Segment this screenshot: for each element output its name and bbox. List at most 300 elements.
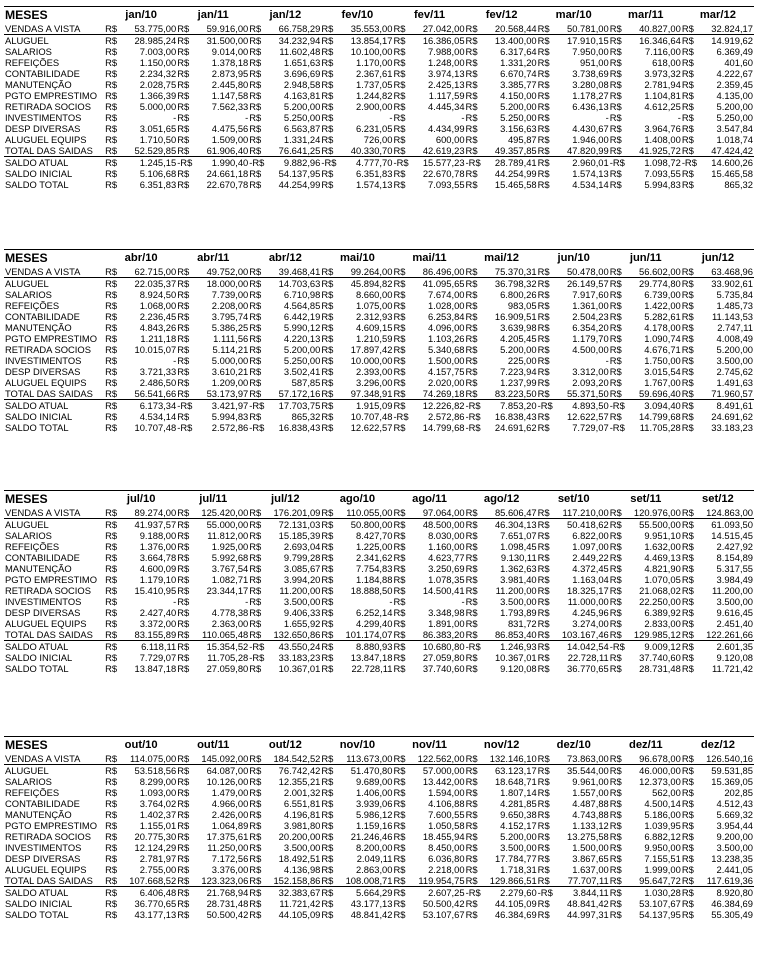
value-cell: 14.703,63 <box>278 278 321 289</box>
row-label: SALDO ATUAL <box>5 887 69 898</box>
value-cell: 4.136,98 <box>283 864 321 875</box>
value-cell: 1.807,14 <box>500 787 537 798</box>
value-cell: 85.606,47 <box>484 507 538 519</box>
value-cell: 50.500,42 <box>422 898 465 909</box>
value-cell: 6.406,48 <box>139 887 177 898</box>
currency-cell: R$ <box>321 831 334 842</box>
currency-cell: -R$ <box>177 422 193 433</box>
currency-cell: R$ <box>321 377 334 388</box>
value-cell: 2.218,00 <box>428 864 465 875</box>
row-label: SALDO INICIAL <box>5 652 73 663</box>
value-cell: 23.344,17 <box>206 585 249 596</box>
value-cell: 1.082,71 <box>211 574 249 585</box>
value-cell: 97.348,91 <box>339 388 393 400</box>
currency-cell: R$ <box>105 422 118 433</box>
currency-cell: -R$ <box>393 157 409 168</box>
value-cell: 4.966,00 <box>211 798 249 809</box>
currency-cell: R$ <box>177 831 190 842</box>
value-cell: 4.487,88 <box>572 798 609 809</box>
currency-cell: R$ <box>465 101 478 112</box>
value-cell: 55.371,50 <box>556 388 610 400</box>
value-cell: 3.867,65 <box>572 853 609 864</box>
currency-cell: R$ <box>249 574 262 585</box>
currency-cell: R$ <box>393 179 406 190</box>
currency-cell: R$ <box>105 618 118 629</box>
currency-cell: R$ <box>609 798 622 809</box>
value-cell: 49.357,85 <box>484 145 538 157</box>
value-cell: 3.250,69 <box>428 563 465 574</box>
currency-cell: R$ <box>537 596 550 607</box>
month-header: mar/10 <box>555 9 592 21</box>
currency-cell: R$ <box>249 355 262 366</box>
currency-cell: R$ <box>681 530 694 541</box>
currency-cell: R$ <box>177 809 190 820</box>
currency-cell: R$ <box>249 377 262 388</box>
currency-cell: R$ <box>321 366 334 377</box>
table-top-rule <box>4 6 754 7</box>
value-cell: 6.173,34 <box>139 400 177 411</box>
currency-cell: R$ <box>249 753 267 765</box>
value-cell: 4.245,96 <box>572 607 609 618</box>
row-label: DESP DIVERSAS <box>5 607 81 618</box>
row-label: RETIRADA SOCIOS <box>5 585 91 596</box>
currency-cell: R$ <box>681 809 694 820</box>
value-cell: - <box>173 112 177 123</box>
currency-cell: R$ <box>249 629 267 641</box>
currency-cell: R$ <box>609 563 622 574</box>
value-cell: 16.346,64 <box>639 35 681 46</box>
value-cell: 7.172,56 <box>211 853 249 864</box>
currency-cell: R$ <box>466 875 484 887</box>
table-row <box>4 618 754 629</box>
currency-cell: R$ <box>465 831 478 842</box>
currency-cell: R$ <box>537 112 550 123</box>
currency-cell: R$ <box>609 179 622 190</box>
value-cell: 3.500,00 <box>500 596 537 607</box>
value-cell: 600,00 <box>435 134 465 145</box>
cash-flow-table <box>4 738 754 920</box>
currency-cell: R$ <box>249 519 262 530</box>
value-cell: 495,87 <box>507 134 537 145</box>
currency-cell: R$ <box>249 278 262 289</box>
value-cell: 8.660,00 <box>355 289 393 300</box>
value-cell: 50.781,00 <box>556 23 610 35</box>
currency-cell: R$ <box>610 23 628 35</box>
currency-cell: R$ <box>321 322 334 333</box>
value-cell: 2.781,97 <box>139 853 177 864</box>
value-cell: 110.055,00 <box>339 507 393 519</box>
currency-cell: R$ <box>538 507 556 519</box>
table-row <box>4 765 754 777</box>
currency-cell: R$ <box>105 898 118 909</box>
value-cell: 1.402,37 <box>139 809 177 820</box>
month-header: abr/12 <box>268 252 302 264</box>
value-cell: 41.095,65 <box>422 278 465 289</box>
value-cell: 4.778,38 <box>211 607 249 618</box>
table-row <box>4 90 754 101</box>
currency-cell: R$ <box>681 909 694 920</box>
currency-cell: R$ <box>105 300 118 311</box>
currency-cell: R$ <box>321 530 334 541</box>
value-cell: - <box>389 596 393 607</box>
currency-cell: R$ <box>537 585 550 596</box>
month-header: mar/11 <box>628 9 664 21</box>
currency-cell: R$ <box>177 853 190 864</box>
row-label: MANUTENÇÃO <box>5 563 72 574</box>
currency-cell: R$ <box>682 875 700 887</box>
value-cell: 96.678,00 <box>628 753 682 765</box>
currency-cell: R$ <box>609 842 622 853</box>
currency-cell: R$ <box>321 179 334 190</box>
value-cell: 15.354,52 <box>206 641 249 652</box>
value-cell: 103.167,46 <box>556 629 610 641</box>
value-cell: 12.622,57 <box>566 411 609 422</box>
row-label: SALDO TOTAL <box>5 179 69 190</box>
currency-cell: R$ <box>105 134 118 145</box>
value-cell: 2.093,20 <box>572 377 609 388</box>
table-row <box>4 68 754 79</box>
currency-cell: -R$ <box>177 157 193 168</box>
value-cell: 35.544,00 <box>567 765 609 776</box>
currency-cell: R$ <box>177 842 190 853</box>
value-cell: 95.647,72 <box>628 875 682 887</box>
currency-cell: R$ <box>465 311 478 322</box>
value-cell: 12.226,82 <box>422 400 465 411</box>
currency-cell: R$ <box>321 68 334 79</box>
currency-cell: R$ <box>465 168 478 179</box>
value-cell: 4.299,40 <box>355 618 393 629</box>
row-label: PGTO EMPRESTIMO <box>5 90 98 101</box>
value-cell: 36.770,65 <box>567 663 609 674</box>
currency-cell: R$ <box>177 887 190 898</box>
value-cell: 1.078,35 <box>428 574 465 585</box>
currency-cell: R$ <box>465 820 478 831</box>
value-cell: 1.179,70 <box>572 333 609 344</box>
currency-cell: R$ <box>466 629 484 641</box>
value-cell: 5.250,00 <box>500 112 537 123</box>
row-label: SALARIOS <box>5 289 52 300</box>
value-cell: 46.384,69 <box>711 898 753 909</box>
value-cell: 10.707,48 <box>350 411 393 422</box>
currency-cell: R$ <box>249 68 262 79</box>
value-cell: 4.096,00 <box>428 322 465 333</box>
value-cell: 3.015,54 <box>644 366 681 377</box>
currency-cell: R$ <box>609 596 622 607</box>
currency-cell: R$ <box>249 388 267 400</box>
value-cell: 3.421,97 <box>211 400 249 411</box>
currency-cell: R$ <box>465 596 478 607</box>
currency-cell: R$ <box>681 663 694 674</box>
currency-cell: R$ <box>537 607 550 618</box>
currency-cell: R$ <box>105 46 118 57</box>
header-row <box>4 8 754 23</box>
currency-cell: R$ <box>393 853 406 864</box>
row-label: TOTAL DAS SAIDAS <box>4 145 105 157</box>
value-cell: 86.853,40 <box>484 629 538 641</box>
value-cell: 2.445,80 <box>211 79 249 90</box>
currency-cell: R$ <box>321 311 334 322</box>
currency-cell: R$ <box>249 123 262 134</box>
month-header: mai/10 <box>339 252 375 264</box>
value-cell: 5.200,00 <box>716 344 753 355</box>
currency-cell: R$ <box>537 831 550 842</box>
value-cell: 13.847,18 <box>134 663 177 674</box>
row-label: CONTABILIDADE <box>5 311 80 322</box>
value-cell: 1.331,20 <box>500 57 537 68</box>
value-cell: 54.137,95 <box>639 909 681 920</box>
value-cell: 15.577,23 <box>422 157 465 168</box>
value-cell: 64.087,00 <box>206 765 249 776</box>
value-cell: 2.312,93 <box>355 311 393 322</box>
currency-cell: R$ <box>537 652 550 663</box>
value-cell: 59.531,85 <box>711 765 753 776</box>
value-cell: 27.059,80 <box>206 663 249 674</box>
row-label: SALDO TOTAL <box>5 909 69 920</box>
value-cell: 57.000,00 <box>422 765 465 776</box>
currency-cell: R$ <box>249 411 262 422</box>
currency-cell: R$ <box>681 68 694 79</box>
currency-cell: R$ <box>177 355 190 366</box>
value-cell: 587,85 <box>291 377 321 388</box>
value-cell: 6.389,92 <box>644 607 681 618</box>
value-cell: 120.976,00 <box>628 507 682 519</box>
currency-cell: R$ <box>681 300 694 311</box>
currency-cell: R$ <box>321 23 339 35</box>
currency-cell: R$ <box>321 853 334 864</box>
value-cell: 122.261,66 <box>700 629 754 641</box>
month-header: nov/12 <box>483 739 520 751</box>
currency-cell: R$ <box>465 366 478 377</box>
value-cell: 39.468,41 <box>267 266 321 278</box>
table-row <box>4 366 754 377</box>
table-row <box>4 168 754 179</box>
value-cell: 17.703,75 <box>278 400 321 411</box>
value-cell: 47.424,42 <box>700 145 754 157</box>
value-cell: 56.541,66 <box>123 388 177 400</box>
value-cell: 2.607,25 <box>428 887 465 898</box>
value-cell: 2.208,00 <box>211 300 249 311</box>
currency-cell: R$ <box>393 333 406 344</box>
currency-cell: R$ <box>393 519 406 530</box>
currency-cell: R$ <box>321 355 334 366</box>
table-row <box>4 344 754 355</box>
currency-cell: R$ <box>681 179 694 190</box>
currency-cell: R$ <box>249 776 262 787</box>
month-header: jun/12 <box>701 252 735 264</box>
currency-cell: R$ <box>537 134 550 145</box>
currency-cell: R$ <box>177 145 195 157</box>
value-cell: 2.745,62 <box>716 366 753 377</box>
currency-cell: R$ <box>466 388 484 400</box>
value-cell: 13.442,00 <box>422 776 465 787</box>
currency-cell: R$ <box>393 563 406 574</box>
currency-cell: R$ <box>105 853 118 864</box>
currency-cell: R$ <box>681 422 694 433</box>
value-cell: 20.568,44 <box>484 23 538 35</box>
currency-cell: R$ <box>609 123 622 134</box>
row-label: DESP DIVERSAS <box>5 853 81 864</box>
value-cell: 22.728,11 <box>567 652 609 663</box>
value-cell: 61.093,50 <box>711 519 753 530</box>
row-label: SALDO ATUAL <box>5 400 69 411</box>
value-cell: 40.827,00 <box>628 23 682 35</box>
value-cell: 1.406,00 <box>355 787 393 798</box>
table-row <box>4 596 754 607</box>
value-cell: 831,72 <box>507 618 537 629</box>
value-cell: 6.253,84 <box>428 311 465 322</box>
table-row <box>4 388 754 400</box>
currency-cell: R$ <box>681 552 694 563</box>
currency-cell: R$ <box>105 652 118 663</box>
value-cell: 4.777,70 <box>355 157 393 168</box>
currency-cell: R$ <box>537 842 550 853</box>
currency-cell: R$ <box>105 112 118 123</box>
table-row <box>4 820 754 831</box>
currency-cell: R$ <box>537 35 550 46</box>
value-cell: 152.158,86 <box>267 875 321 887</box>
table-row <box>4 123 754 134</box>
value-cell: 3.500,00 <box>500 842 537 853</box>
row-label: CONTABILIDADE <box>5 552 80 563</box>
value-cell: 8.880,93 <box>355 641 393 652</box>
value-cell: 2.001,32 <box>283 787 321 798</box>
value-cell: 11.705,28 <box>639 422 681 433</box>
currency-cell: R$ <box>393 909 406 920</box>
currency-cell: R$ <box>321 507 339 519</box>
value-cell: 9.951,10 <box>644 530 681 541</box>
currency-cell: R$ <box>177 68 190 79</box>
currency-cell: R$ <box>177 563 190 574</box>
value-cell: 5.282,61 <box>644 311 681 322</box>
value-cell: 41.925,72 <box>628 145 682 157</box>
currency-cell: R$ <box>393 607 406 618</box>
currency-cell: R$ <box>249 344 262 355</box>
value-cell: 27.042,00 <box>411 23 465 35</box>
value-cell: 14.799,68 <box>422 422 465 433</box>
currency-cell: R$ <box>249 507 267 519</box>
currency-cell: R$ <box>681 765 694 776</box>
currency-cell: R$ <box>249 853 262 864</box>
currency-cell: R$ <box>321 652 334 663</box>
currency-cell: R$ <box>609 787 622 798</box>
month-header: fev/12 <box>485 9 518 21</box>
value-cell: 1.170,00 <box>355 57 393 68</box>
currency-cell: R$ <box>609 311 622 322</box>
value-cell: 13.854,17 <box>350 35 393 46</box>
value-cell: 24.691,62 <box>494 422 537 433</box>
currency-cell: R$ <box>321 388 339 400</box>
value-cell: 18.648,71 <box>494 776 537 787</box>
value-cell: 117.210,00 <box>556 507 610 519</box>
value-cell: 4.676,71 <box>644 344 681 355</box>
table-row <box>4 507 754 519</box>
value-cell: 57.172,16 <box>267 388 321 400</box>
table-row <box>4 79 754 90</box>
value-cell: 2.441,05 <box>716 864 753 875</box>
header-label: MESES <box>5 738 48 752</box>
currency-cell: R$ <box>538 23 556 35</box>
currency-cell: R$ <box>321 820 334 831</box>
currency-cell: R$ <box>105 574 118 585</box>
currency-cell: R$ <box>321 123 334 134</box>
currency-cell: R$ <box>681 618 694 629</box>
currency-cell: R$ <box>105 123 118 134</box>
value-cell: 2.900,00 <box>355 101 393 112</box>
value-cell: 10.367,01 <box>278 663 321 674</box>
value-cell: 4.135,00 <box>716 90 753 101</box>
currency-cell: R$ <box>105 377 118 388</box>
value-cell: 1.244,82 <box>355 90 393 101</box>
value-cell: 1.479,00 <box>211 787 249 798</box>
value-cell: 1.767,00 <box>644 377 681 388</box>
value-cell: 5.664,29 <box>355 887 393 898</box>
currency-cell: R$ <box>609 289 622 300</box>
currency-cell: R$ <box>537 864 550 875</box>
value-cell: 15.185,39 <box>278 530 321 541</box>
value-cell: 3.974,13 <box>428 68 465 79</box>
value-cell: 1.491,63 <box>716 377 753 388</box>
currency-cell: R$ <box>177 864 190 875</box>
value-cell: 45.894,82 <box>350 278 393 289</box>
table-row <box>4 853 754 864</box>
currency-cell: R$ <box>609 278 622 289</box>
currency-cell: R$ <box>393 652 406 663</box>
currency-cell: R$ <box>537 552 550 563</box>
table-row <box>4 607 754 618</box>
currency-cell: R$ <box>249 145 267 157</box>
value-cell: 20.200,00 <box>278 831 321 842</box>
value-cell: 2.572,86 <box>428 411 465 422</box>
currency-cell: R$ <box>249 46 262 57</box>
month-header: jul/12 <box>271 493 300 505</box>
currency-cell: R$ <box>537 168 550 179</box>
value-cell: 86.496,00 <box>411 266 465 278</box>
currency-cell: R$ <box>538 753 556 765</box>
month-header: set/12 <box>702 493 734 505</box>
currency-cell: R$ <box>177 519 190 530</box>
value-cell: 726,00 <box>363 134 393 145</box>
month-header: jan/11 <box>197 9 229 21</box>
currency-cell: R$ <box>105 289 118 300</box>
currency-cell: R$ <box>609 300 622 311</box>
currency-cell: R$ <box>249 366 262 377</box>
currency-cell: R$ <box>537 422 550 433</box>
value-cell: 7.917,60 <box>572 289 609 300</box>
table-row <box>4 875 754 887</box>
currency-cell: R$ <box>465 57 478 68</box>
currency-cell: R$ <box>610 629 628 641</box>
currency-cell: R$ <box>537 57 550 68</box>
currency-cell: -R$ <box>537 400 553 411</box>
value-cell: 1.028,00 <box>428 300 465 311</box>
currency-cell: R$ <box>321 400 334 411</box>
value-cell: 27.059,80 <box>422 652 465 663</box>
value-cell: 1.155,01 <box>139 820 177 831</box>
value-cell: 17.784,77 <box>494 853 537 864</box>
value-cell: 43.177,13 <box>350 898 393 909</box>
value-cell: 2.747,11 <box>717 322 753 333</box>
value-cell: 4.157,75 <box>428 366 465 377</box>
table-row <box>4 112 754 123</box>
currency-cell: R$ <box>609 864 622 875</box>
value-cell: 1.248,00 <box>428 57 465 68</box>
value-cell: 1.594,00 <box>428 787 465 798</box>
value-cell: 6.231,05 <box>355 123 393 134</box>
month-header: jun/11 <box>629 252 662 264</box>
currency-cell: R$ <box>393 776 406 787</box>
currency-cell: R$ <box>177 820 190 831</box>
table-row <box>4 57 754 68</box>
